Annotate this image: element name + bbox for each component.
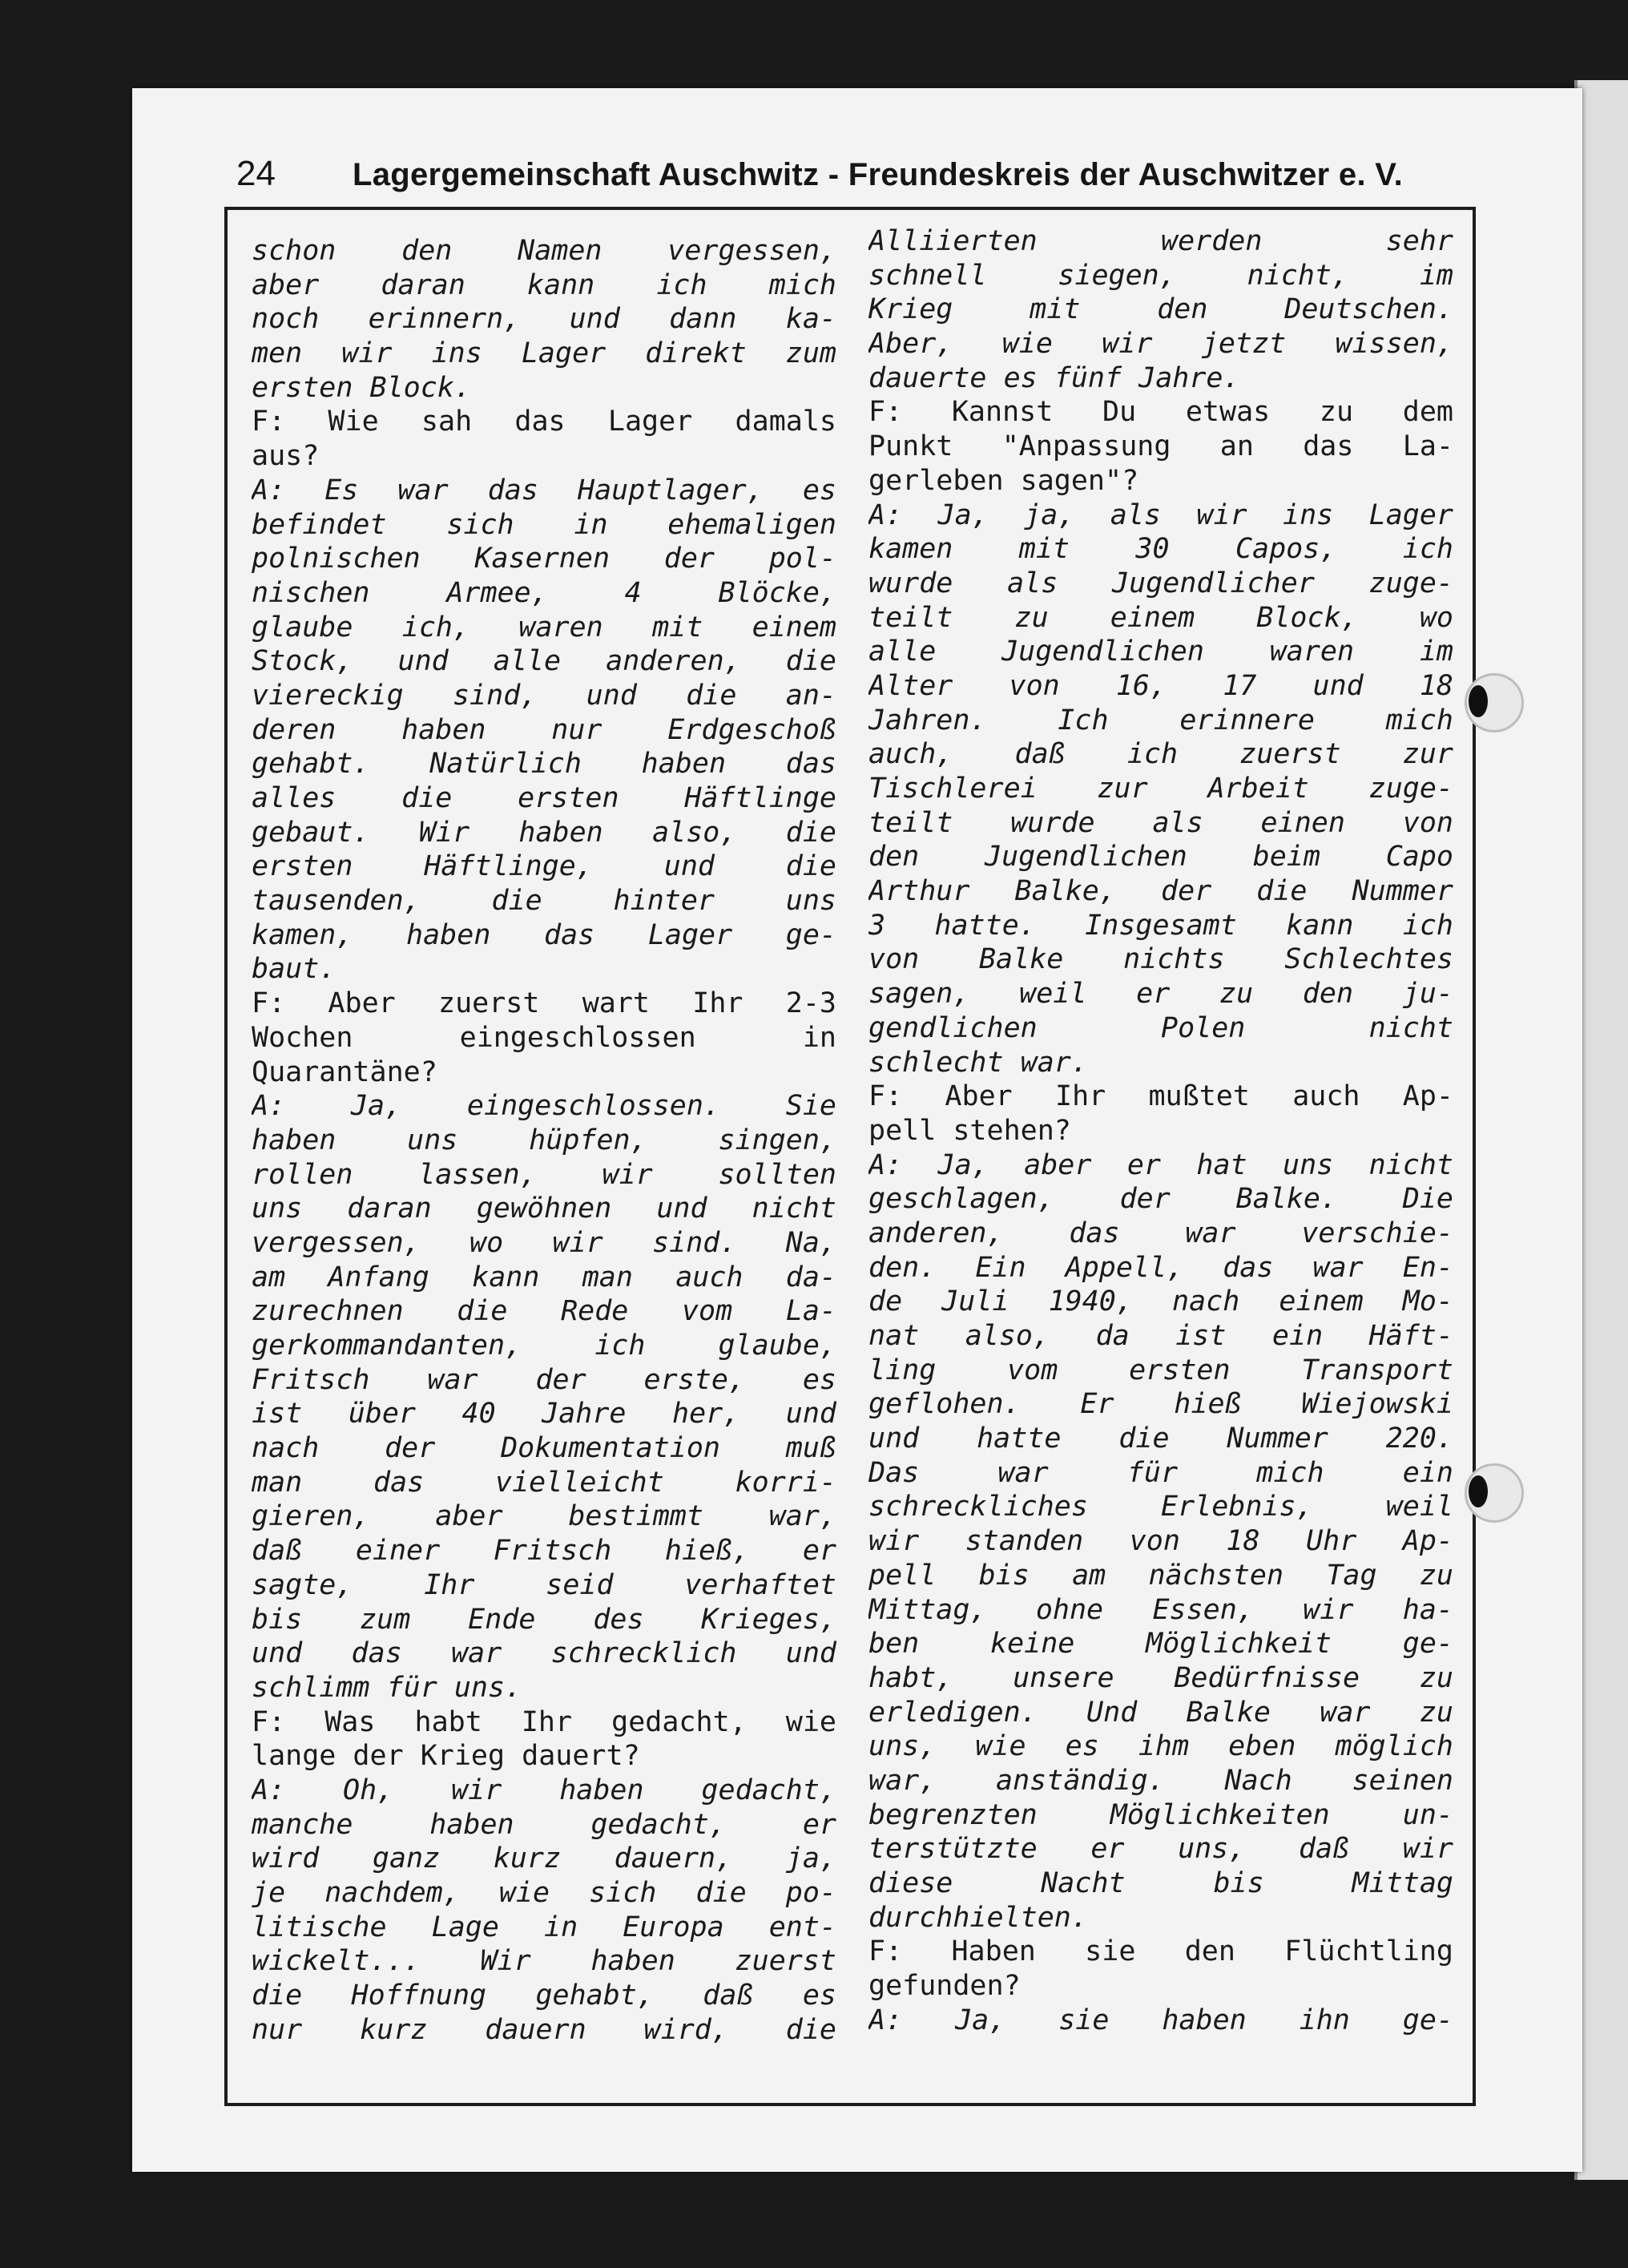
- text-line: dauerte es fünf Jahre.: [868, 361, 1240, 394]
- text-line: glaube ich, waren mit einem: [252, 611, 836, 644]
- punch-hole: [1465, 673, 1524, 732]
- text-line: erledigen. Und Balke war zu: [868, 1696, 1453, 1729]
- text-line: litische Lage in Europa ent-: [252, 1911, 836, 1943]
- text-line: von Balke nichts Schlechtes: [868, 943, 1453, 976]
- text-line: gehabt. Natürlich haben das: [252, 748, 836, 781]
- text-line: F: Was habt Ihr gedacht, wie: [252, 1705, 836, 1738]
- text-line: auch, daß ich zuerst zur: [868, 738, 1453, 771]
- text-line: gefunden?: [868, 1970, 1021, 2003]
- text-frame: [224, 207, 1476, 2106]
- text-line: F: Wie sah das Lager damals: [252, 406, 836, 438]
- text-line: je nachdem, wie sich die po-: [252, 1877, 836, 1909]
- text-line: ersten Block.: [252, 371, 471, 404]
- text-line: man das vielleicht korri-: [252, 1466, 836, 1499]
- text-line: Alter von 16, 17 und 18: [868, 669, 1453, 702]
- text-line: habt, unsere Bedürfnisse zu: [868, 1661, 1453, 1694]
- text-line: nat also, da ist ein Häft-: [868, 1320, 1453, 1352]
- text-line: tausenden, die hinter uns: [252, 885, 836, 918]
- text-line: wird ganz kurz dauern, ja,: [252, 1842, 836, 1875]
- text-line: ben keine Möglichkeit ge-: [868, 1628, 1453, 1661]
- text-line: und das war schrecklich und: [252, 1637, 836, 1670]
- text-line: ist über 40 Jahre her, und: [252, 1398, 836, 1431]
- text-line: Wochen eingeschlossen in: [252, 1021, 836, 1054]
- text-line: sagen, weil er zu den ju-: [868, 978, 1453, 1011]
- text-line: Quarantäne?: [252, 1055, 437, 1088]
- text-line: war, anständig. Nach seinen: [868, 1764, 1453, 1797]
- text-line: pell bis am nächsten Tag zu: [868, 1559, 1453, 1592]
- text-line: diese Nacht bis Mittag: [868, 1867, 1453, 1899]
- text-line: F: Aber zuerst wart Ihr 2-3: [252, 987, 836, 1020]
- text-line: noch erinnern, und dann ka-: [252, 303, 836, 336]
- text-line: A: Es war das Hauptlager, es: [252, 474, 836, 506]
- text-line: die Hoffnung gehabt, daß es: [252, 1979, 836, 2012]
- text-line: nur kurz dauern wird, die: [252, 2013, 836, 2046]
- text-line: daß einer Fritsch hieß, er: [252, 1535, 836, 1568]
- adjacent-page-edge: [1574, 80, 1628, 2180]
- text-line: aber daran kann ich mich: [252, 268, 836, 301]
- text-line: geflohen. Er hieß Wiejowski: [868, 1388, 1453, 1421]
- text-line: gebaut. Wir haben also, die: [252, 816, 836, 849]
- text-line: Arthur Balke, der die Nummer: [868, 875, 1453, 908]
- text-line: Aber, wie wir jetzt wissen,: [868, 328, 1453, 361]
- text-line: gendlichen Polen nicht: [868, 1011, 1453, 1044]
- text-line: Das war für mich ein: [868, 1456, 1453, 1489]
- text-line: F: Haben sie den Flüchtling: [868, 1935, 1453, 1968]
- text-line: wir standen von 18 Uhr Ap-: [868, 1525, 1453, 1558]
- text-line: schreckliches Erlebnis, weil: [868, 1491, 1453, 1523]
- text-line: begrenzten Möglichkeiten un-: [868, 1798, 1453, 1831]
- text-line: teilt zu einem Block, wo: [868, 601, 1453, 634]
- text-line: durchhielten.: [868, 1901, 1088, 1934]
- page-header: [236, 151, 1534, 207]
- text-line: kamen mit 30 Capos, ich: [868, 533, 1453, 566]
- text-line: de Juli 1940, nach einem Mo-: [868, 1285, 1453, 1318]
- page-header-title: Lagergemeinschaft Auschwitz - Freundeskreis der Auschwitzer e. V.: [353, 157, 1404, 192]
- text-line: gerkommandanten, ich glaube,: [252, 1330, 836, 1362]
- right-column: [868, 224, 1453, 2037]
- document-page: [132, 88, 1582, 2172]
- text-line: kamen, haben das Lager ge-: [252, 918, 836, 951]
- text-line: alle Jugendlichen waren im: [868, 636, 1453, 668]
- text-line: Jahren. Ich erinnere mich: [868, 704, 1453, 736]
- text-line: polnischen Kasernen der pol-: [252, 543, 836, 575]
- text-line: wurde als Jugendlicher zuge-: [868, 567, 1453, 599]
- text-line: ersten Häftlinge, und die: [252, 850, 836, 883]
- text-line: ling vom ersten Transport: [868, 1354, 1453, 1386]
- text-line: pell stehen?: [868, 1114, 1071, 1147]
- punch-hole: [1465, 1463, 1524, 1523]
- text-line: vergessen, wo wir sind. Na,: [252, 1226, 836, 1259]
- text-line: Mittag, ohne Essen, wir ha-: [868, 1593, 1453, 1626]
- left-column: [252, 234, 836, 2047]
- text-line: lange der Krieg dauert?: [252, 1740, 640, 1773]
- page-number: 24: [236, 154, 276, 193]
- text-line: befindet sich in ehemaligen: [252, 508, 836, 541]
- text-line: schon den Namen vergessen,: [252, 235, 836, 267]
- text-line: und hatte die Nummer 220.: [868, 1423, 1453, 1455]
- text-line: anderen, das war verschie-: [868, 1217, 1453, 1249]
- text-line: gieren, aber bestimmt war,: [252, 1500, 836, 1533]
- text-line: Stock, und alle anderen, die: [252, 645, 836, 678]
- text-line: schlecht war.: [868, 1046, 1088, 1079]
- text-line: baut.: [252, 953, 336, 986]
- text-line: A: Ja, eingeschlossen. Sie: [252, 1090, 836, 1123]
- text-line: A: Ja, sie haben ihn ge-: [868, 2004, 1453, 2036]
- text-line: teilt wurde als einen von: [868, 806, 1453, 839]
- text-line: viereckig sind, und die an-: [252, 679, 836, 712]
- text-line: F: Kannst Du etwas zu dem: [868, 396, 1453, 429]
- text-line: Tischlerei zur Arbeit zuge-: [868, 773, 1453, 805]
- text-line: 3 hatte. Insgesamt kann ich: [868, 909, 1453, 942]
- text-line: gerleben sagen"?: [868, 464, 1139, 497]
- text-line: den. Ein Appell, das war En-: [868, 1251, 1453, 1284]
- text-line: nach der Dokumentation muß: [252, 1432, 836, 1465]
- text-line: den Jugendlichen beim Capo: [868, 841, 1453, 874]
- text-line: alles die ersten Häftlinge: [252, 782, 836, 814]
- text-line: men wir ins Lager direkt zum: [252, 337, 836, 370]
- text-line: schlimm für uns.: [252, 1671, 522, 1704]
- text-line: uns, wie es ihm eben möglich: [868, 1730, 1453, 1763]
- text-line: manche haben gedacht, er: [252, 1808, 836, 1841]
- text-line: am Anfang kann man auch da-: [252, 1261, 836, 1293]
- text-line: sagte, Ihr seid verhaftet: [252, 1568, 836, 1601]
- text-line: terstützte er uns, daß wir: [868, 1833, 1453, 1866]
- text-line: wickelt... Wir haben zuerst: [252, 1945, 836, 1978]
- text-line: A: Oh, wir haben gedacht,: [252, 1774, 836, 1806]
- text-line: nischen Armee, 4 Blöcke,: [252, 576, 836, 609]
- text-line: geschlagen, der Balke. Die: [868, 1183, 1453, 1216]
- text-line: Punkt "Anpassung an das La-: [868, 430, 1453, 463]
- text-line: Fritsch war der erste, es: [252, 1363, 836, 1396]
- text-line: F: Aber Ihr mußtet auch Ap-: [868, 1080, 1453, 1113]
- text-line: Krieg mit den Deutschen.: [868, 293, 1453, 326]
- text-line: rollen lassen, wir sollten: [252, 1158, 836, 1191]
- text-line: aus?: [252, 440, 320, 473]
- text-line: deren haben nur Erdgeschoß: [252, 713, 836, 746]
- text-line: bis zum Ende des Krieges,: [252, 1603, 836, 1636]
- text-line: haben uns hüpfen, singen,: [252, 1124, 836, 1156]
- text-line: schnell siegen, nicht, im: [868, 259, 1453, 292]
- text-line: A: Ja, ja, als wir ins Lager: [868, 498, 1453, 531]
- text-line: Alliierten werden sehr: [868, 225, 1453, 257]
- text-line: A: Ja, aber er hat uns nicht: [868, 1148, 1453, 1181]
- text-line: uns daran gewöhnen und nicht: [252, 1193, 836, 1225]
- text-line: zurechnen die Rede vom La-: [252, 1295, 836, 1328]
